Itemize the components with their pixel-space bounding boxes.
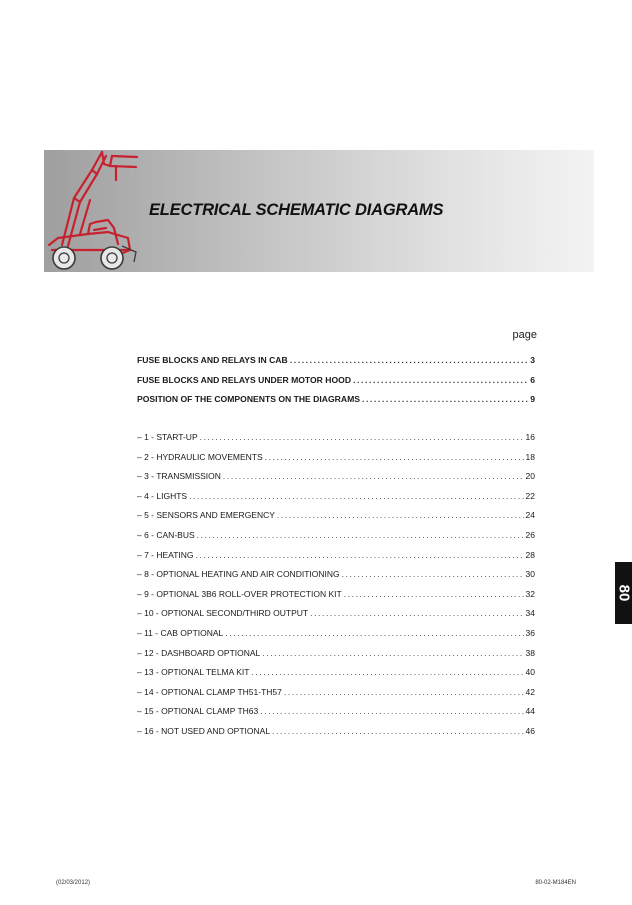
header-banner [44, 150, 594, 272]
toc-leader [353, 375, 528, 385]
toc-entry[interactable] [137, 706, 535, 726]
toc-leader [196, 550, 524, 560]
toc-entry[interactable] [137, 510, 535, 530]
toc-entry-page: 42 [525, 686, 535, 697]
toc-leader [277, 510, 524, 520]
toc-entry-label: – 11 - CAB OPTIONAL [137, 627, 224, 638]
toc-entry-page: 34 [525, 608, 535, 619]
toc-leader [260, 706, 523, 716]
toc-entry-label: – 14 - OPTIONAL CLAMP TH51-TH57 [137, 686, 282, 697]
toc-entry[interactable] [137, 667, 535, 687]
toc-entry-page: 36 [525, 627, 535, 638]
main-toc [137, 355, 535, 414]
toc-entry-label: – 7 - HEATING [137, 549, 194, 560]
toc-entry-page: 30 [525, 569, 535, 580]
toc-entry-label: – 5 - SENSORS AND EMERGENCY [137, 510, 275, 521]
toc-entry-label: – 15 - OPTIONAL CLAMP TH63 [137, 706, 259, 717]
toc-entry-label: – 6 - CAN-BUS [137, 529, 195, 540]
toc-entry[interactable] [137, 687, 535, 707]
toc-leader [362, 394, 528, 404]
footer-document-code: 80-02-M184EN [535, 880, 576, 886]
toc-entry-page: 46 [525, 725, 535, 736]
toc-leader [197, 530, 524, 540]
toc-entry-label: – 8 - OPTIONAL HEATING AND AIR CONDITIONING [137, 569, 340, 580]
toc-leader [262, 648, 523, 658]
toc-entry[interactable] [137, 569, 535, 589]
toc-entry-page: 22 [525, 490, 535, 501]
toc-entry[interactable] [137, 471, 535, 491]
toc-entry[interactable] [137, 432, 535, 452]
toc-entry-page: 40 [525, 667, 535, 678]
toc-entry[interactable] [137, 491, 535, 511]
toc-entry-label: – 13 - OPTIONAL TELMA KIT [137, 667, 250, 678]
toc-entry-page: 3 [530, 355, 535, 365]
toc-entry-label: – 1 - START-UP [137, 432, 198, 442]
toc-leader [272, 726, 523, 736]
toc-entry[interactable] [137, 394, 535, 414]
toc-leader [265, 452, 524, 462]
toc-leader [342, 569, 524, 579]
toc-entry-page: 32 [525, 588, 535, 599]
toc-entry-page: 9 [530, 394, 535, 404]
toc-entry-page: 26 [525, 529, 535, 540]
toc-entry-label: – 16 - NOT USED AND OPTIONAL [137, 725, 271, 736]
toc-entry-label: POSITION OF THE COMPONENTS ON THE DIAGRAMS [137, 394, 360, 404]
toc-entry-page: 44 [525, 706, 535, 717]
toc-entry[interactable] [137, 452, 535, 472]
toc-entry[interactable] [137, 355, 535, 375]
toc-entry-page: 20 [525, 471, 535, 482]
toc-entry-label: – 9 - OPTIONAL 3B6 ROLL-OVER PROTECTION KIT [137, 588, 342, 599]
toc-leader [344, 589, 524, 599]
toc-entry[interactable] [137, 589, 535, 609]
toc-entry-label: – 3 - TRANSMISSION [137, 471, 221, 482]
toc-leader [200, 432, 524, 442]
toc-entry-label: FUSE BLOCKS AND RELAYS IN CAB [137, 355, 288, 365]
toc-leader [251, 667, 523, 677]
toc-leader [310, 608, 523, 618]
toc-entry-label: – 2 - HYDRAULIC MOVEMENTS [137, 451, 263, 462]
toc-entry[interactable] [137, 726, 535, 746]
toc-entry-label: – 10 - OPTIONAL SECOND/THIRD OUTPUT [137, 608, 309, 619]
toc-entry-page: 6 [530, 374, 535, 385]
toc-entry[interactable] [137, 550, 535, 570]
toc-entry-page: 16 [525, 432, 535, 442]
toc-leader [223, 471, 524, 481]
toc-leader [225, 628, 523, 638]
toc-entry[interactable] [137, 608, 535, 628]
toc-entry[interactable] [137, 628, 535, 648]
toc-leader [284, 687, 524, 697]
section-tab-label: 80 [615, 584, 632, 602]
toc-entry[interactable] [137, 648, 535, 668]
section-tab [615, 562, 632, 624]
toc-entry-page: 24 [525, 510, 535, 521]
toc-leader [290, 355, 528, 365]
diagram-toc [137, 432, 535, 746]
toc-entry-label: – 4 - LIGHTS [137, 490, 188, 501]
toc-leader [189, 491, 523, 501]
toc-entry-page: 18 [525, 451, 535, 462]
toc-entry-page: 28 [525, 549, 535, 560]
toc-entry[interactable] [137, 375, 535, 395]
toc-entry-label: – 12 - DASHBOARD OPTIONAL [137, 647, 261, 658]
toc-entry[interactable] [137, 530, 535, 550]
toc-page-column-header: page [512, 329, 537, 341]
footer-date: (02/03/2012) [56, 880, 91, 886]
page-title: ELECTRICAL SCHEMATIC DIAGRAMS [149, 201, 444, 219]
toc-entry-label: FUSE BLOCKS AND RELAYS UNDER MOTOR HOOD [137, 374, 352, 385]
toc-entry-page: 38 [525, 647, 535, 658]
